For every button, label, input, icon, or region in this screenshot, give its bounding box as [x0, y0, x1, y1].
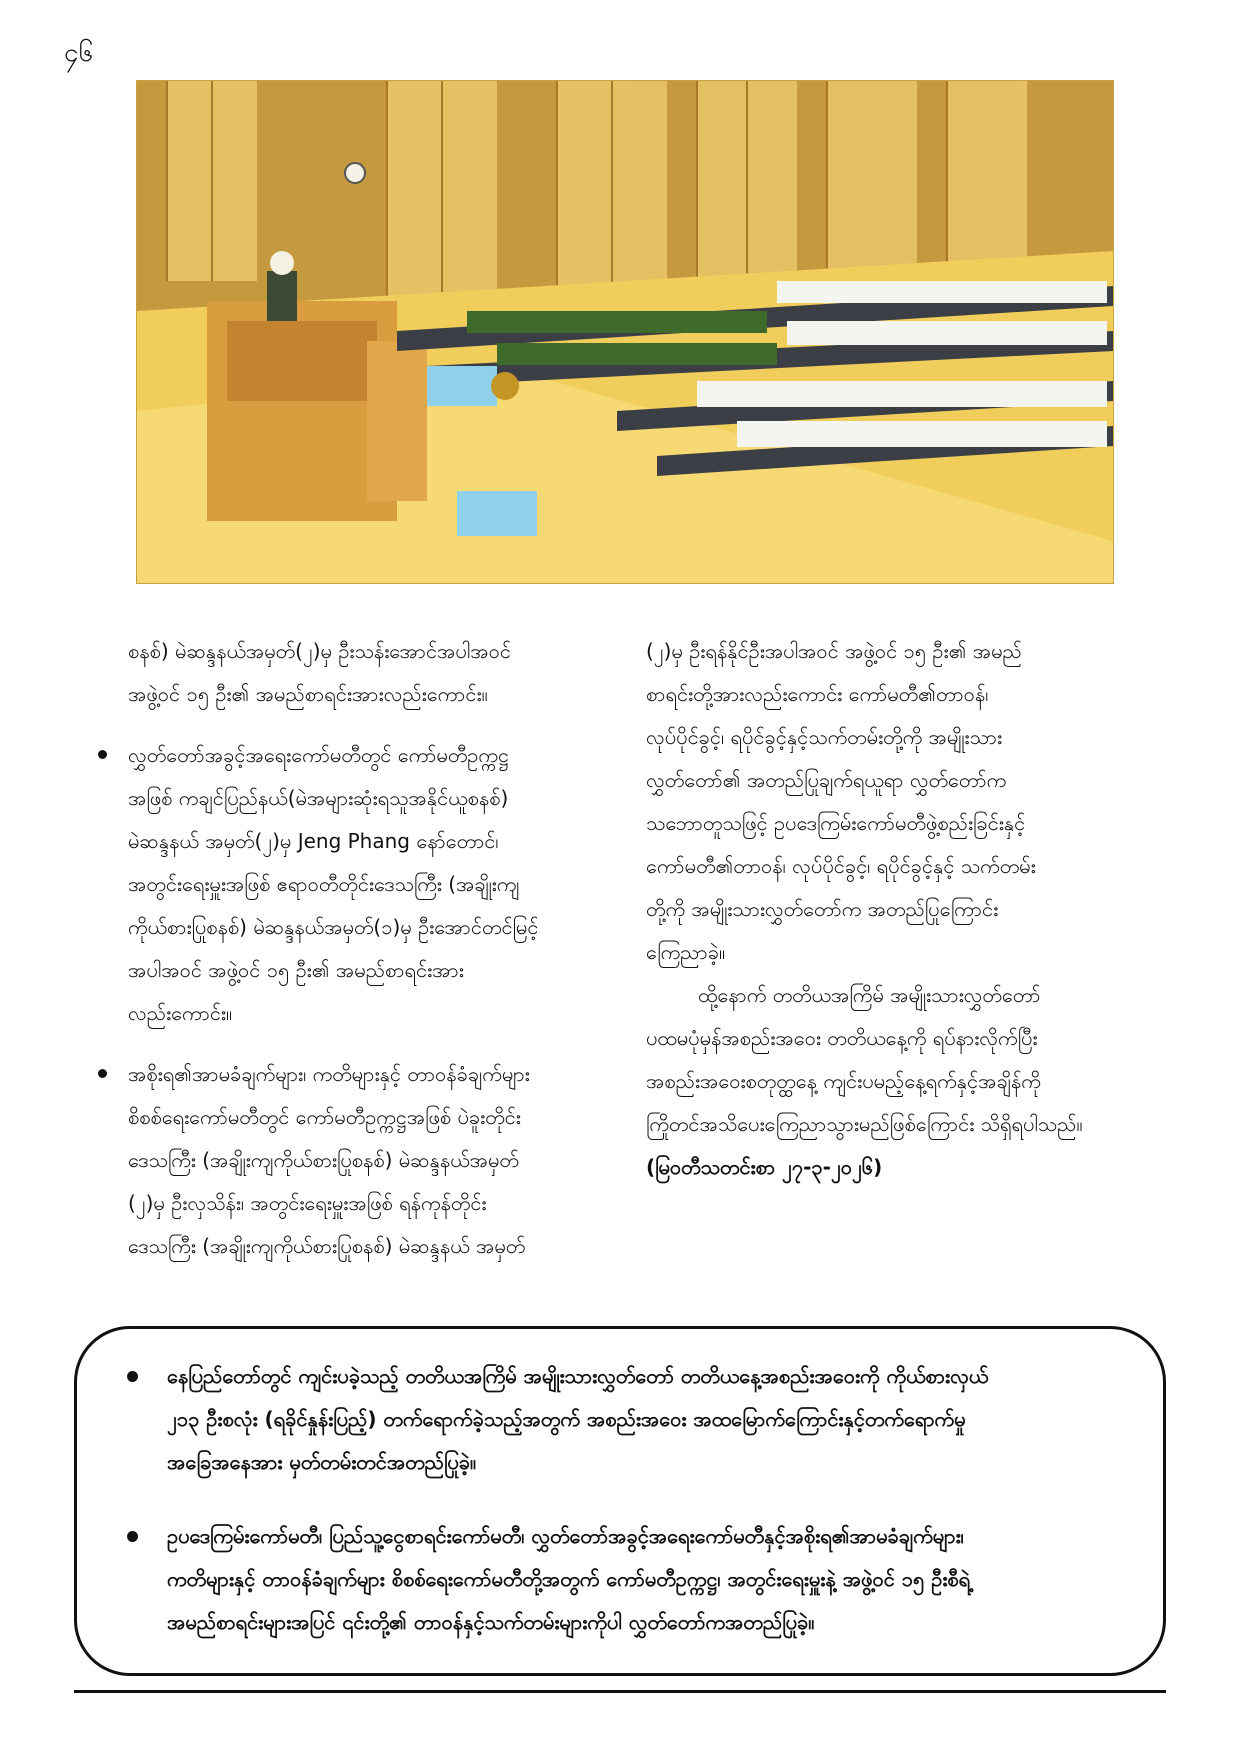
bullet-icon	[127, 1371, 138, 1382]
text-line: အစိုးရ၏အာမခံချက်များ၊ ကတိများနှင့် တာဝန်ခံချက်များ	[128, 1062, 530, 1086]
text-line: (၂)မှ ဦးလှသိန်း၊ အတွင်းရေးမှူးအဖြစ် ရန်ကုန်တိုင်း	[128, 1191, 487, 1215]
text-line: အဖြစ် ကချင်ပြည်နယ်(မဲအများဆုံးရသူအနိုင်ယူစနစ်)	[128, 786, 509, 810]
right-column	[646, 630, 1158, 1189]
parliament-photo-illustration	[137, 81, 1113, 583]
bullet-icon	[98, 1069, 107, 1078]
list-item	[96, 734, 618, 1035]
text-line: သဘောတူသဖြင့် ဥပဒေကြမ်းကော်မတီဖွဲ့စည်းခြင်းနှင့်	[646, 811, 1026, 835]
text-line: ထို့နောက် တတိယအကြိမ် အမျိုးသားလွှတ်တော်	[698, 983, 1041, 1007]
text-line: စနစ်) မဲဆန္ဒနယ်အမှတ်(၂)မှ ဦးသန်းအောင်အပါအဝင်	[128, 639, 511, 663]
summary-item	[127, 1355, 1139, 1484]
bullet-icon	[127, 1531, 138, 1542]
text-line: လည်းကောင်း။	[128, 1001, 233, 1025]
left-continuation	[96, 630, 618, 716]
text-line: ပထမပုံမှန်အစည်းအဝေး တတိယနေ့ကို ရပ်နားလိုက်ပြီး	[646, 1026, 1038, 1050]
text-line: ၂၁၃ ဦးစလုံး (ရခိုင်နှုန်းပြည့်) တက်ရောက်ခဲ့သည့်အတွက် အစည်းအဝေး အထမြောက်ကြောင်းနှင့်တက်ရောက်မှု	[167, 1407, 966, 1431]
text-line: စိစစ်ရေးကော်မတီတွင် ကော်မတီဥက္ကဋ္ဌအဖြစ် ပဲခူးတိုင်း	[128, 1105, 521, 1129]
right-continuation	[646, 630, 1158, 974]
list-item	[96, 1053, 618, 1268]
text-line: လွှတ်တော်အခွင့်အရေးကော်မတီတွင် ကော်မတီဥက္ကဋ္ဌ	[128, 743, 509, 767]
text-line: ကြေညာခဲ့။	[646, 940, 726, 964]
text-line: ကိုယ်စားပြုစနစ်) မဲဆန္ဒနယ်အမှတ်(၁)မှ ဦးအောင်တင်မြင့်	[128, 915, 539, 939]
text-line: ဒေသကြီး (အချိုးကျကိုယ်စားပြုစနစ်) မဲဆန္ဒနယ်အမှတ်	[128, 1148, 519, 1172]
text-line: အပါအဝင် အဖွဲ့ဝင် ၁၅ ဦး၏ အမည်စာရင်းအား	[128, 958, 464, 982]
text-line: အစည်းအဝေးစတုတ္ထနေ့ ကျင်းပမည့်နေ့ရက်နှင့်အချိန်ကို	[646, 1069, 1041, 1093]
text-line: စာရင်းတို့အားလည်းကောင်း ကော်မတီ၏တာဝန်၊	[646, 682, 989, 706]
text-line: ဥပဒေကြမ်းကော်မတီ၊ ပြည်သူ့ငွေစာရင်းကော်မတီ၊ လွှတ်တော်အခွင့်အရေးကော်မတီနှင့်အစိုးရ၏အာမခံချက်များ၊	[167, 1524, 964, 1548]
text-line: အတွင်းရေးမှူးအဖြစ် ဧရာဝတီတိုင်းဒေသကြီး (အချိုးကျ	[128, 872, 520, 896]
summary-item	[127, 1515, 1139, 1644]
text-line: အခြေအနေအား မှတ်တမ်းတင်အတည်ပြုခဲ့။	[167, 1450, 477, 1474]
text-line: နေပြည်တော်တွင် ကျင်းပခဲ့သည့် တတိယအကြိမ် အမျိုးသားလွှတ်တော် တတိယနေ့အစည်းအဝေးကို ကိုယ်စားလှယ်	[167, 1364, 989, 1388]
text-line: (၂)မှ ဦးရန်နိုင်ဦးအပါအဝင် အဖွဲ့ဝင် ၁၅ ဦး၏ အမည်	[646, 639, 1022, 663]
text-line: အမည်စာရင်းများအပြင် ၎င်းတို့၏ တာဝန်နှင့်သက်တမ်းများကိုပါ လွှတ်တော်ကအတည်ပြုခဲ့။	[167, 1610, 815, 1634]
parliament-session-photo	[136, 80, 1114, 584]
closing-paragraph	[646, 974, 1158, 1146]
source-citation: (မြဝတီသတင်းစာ ၂၇-၃-၂၀၂၆)	[646, 1155, 883, 1179]
text-line: ကတိများနှင့် တာဝန်ခံချက်များ စိစစ်ရေးကော်မတီတို့အတွက် ကော်မတီဥက္ကဋ္ဌ၊ အတွင်းရေးမှူးနဲ့ အဖွဲ့ဝင် ၁၅ ဦးစီရဲ့	[167, 1567, 971, 1591]
left-column	[96, 630, 618, 1268]
text-line: အဖွဲ့ဝင် ၁၅ ဦး၏ အမည်စာရင်းအားလည်းကောင်း။	[128, 682, 488, 706]
summary-box	[74, 1326, 1166, 1676]
text-line: တို့ကို အမျိုးသားလွှတ်တော်က အတည်ပြုကြောင်း	[646, 897, 999, 921]
text-line: ကြိုတင်အသိပေးကြေညာသွားမည်ဖြစ်ကြောင်း သိရှိရပါသည်။	[646, 1112, 1083, 1136]
bottom-rule	[74, 1690, 1166, 1693]
text-line: လုပ်ပိုင်ခွင့်၊ ရပိုင်ခွင့်နှင့်သက်တမ်းတို့ကို အမျိုးသား	[646, 725, 1003, 749]
text-line: မဲဆန္ဒနယ် အမှတ်(၂)မှ Jeng Phang နော်တောင်၊	[128, 829, 499, 853]
text-line: လွှတ်တော်၏ အတည်ပြုချက်ရယူရာ လွှတ်တော်က	[646, 768, 1007, 792]
page-number: ၄၆	[64, 38, 94, 68]
bullet-icon	[98, 750, 107, 759]
text-line: ဒေသကြီး (အချိုးကျကိုယ်စားပြုစနစ်) မဲဆန္ဒနယ် အမှတ်	[128, 1234, 526, 1258]
text-line: ကော်မတီ၏တာဝန်၊ လုပ်ပိုင်ခွင့်၊ ရပိုင်ခွင့်နှင့် သက်တမ်း	[646, 854, 1036, 878]
